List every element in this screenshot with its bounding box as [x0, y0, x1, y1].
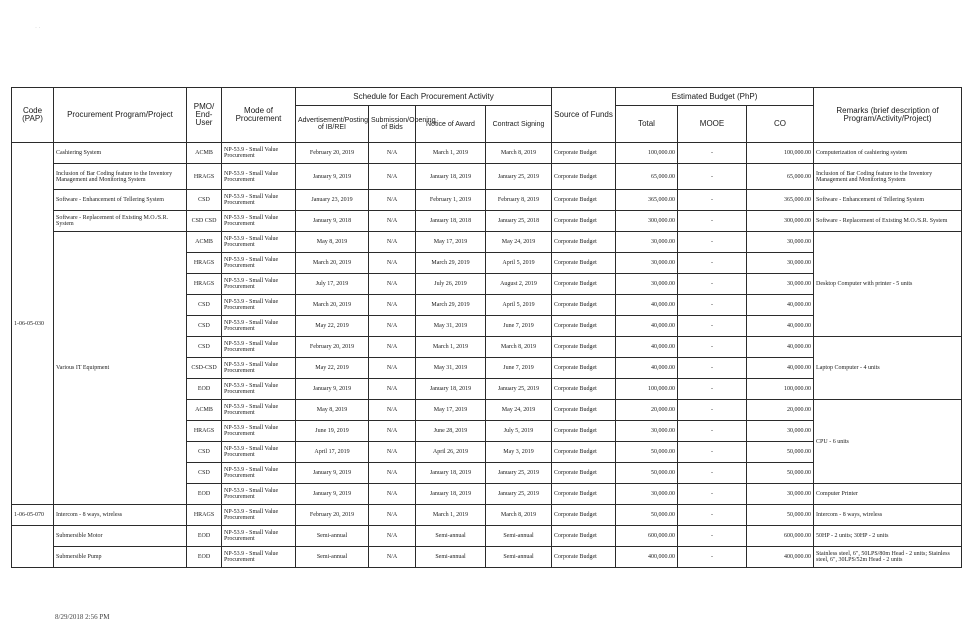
- adv-cell: May 8, 2019: [296, 400, 369, 421]
- table-row: [12, 232, 962, 253]
- adv-cell: July 17, 2019: [296, 274, 369, 295]
- contract-cell: March 8, 2019: [486, 143, 552, 164]
- header-budget: Estimated Budget (PhP): [616, 88, 814, 106]
- remarks-cell: Laptop Computer - 4 units: [814, 337, 962, 400]
- mooe-cell: -: [678, 421, 747, 442]
- scan-mark: · ·: [35, 25, 41, 31]
- sub-cell: N/A: [369, 274, 416, 295]
- program-cell: Various IT Equipment: [54, 232, 187, 505]
- source-cell: Corporate Budget: [552, 253, 616, 274]
- source-cell: Corporate Budget: [552, 337, 616, 358]
- adv-cell: Semi-annual: [296, 547, 369, 568]
- adv-cell: January 9, 2019: [296, 379, 369, 400]
- contract-cell: January 25, 2018: [486, 211, 552, 232]
- procurement-plan-table: [11, 87, 962, 568]
- table-row: [12, 547, 962, 568]
- header-schedule: Schedule for Each Procurement Activity: [296, 88, 552, 106]
- contract-cell: Semi-annual: [486, 547, 552, 568]
- adv-cell: May 22, 2019: [296, 358, 369, 379]
- source-cell: Corporate Budget: [552, 274, 616, 295]
- mooe-cell: -: [678, 442, 747, 463]
- mooe-cell: -: [678, 463, 747, 484]
- adv-cell: March 20, 2019: [296, 253, 369, 274]
- adv-cell: May 8, 2019: [296, 232, 369, 253]
- mooe-cell: -: [678, 253, 747, 274]
- source-cell: Corporate Budget: [552, 421, 616, 442]
- mode-cell: NP-53.9 - Small Value Procurement: [222, 400, 296, 421]
- program-cell: Inclusion of Bar Coding feature to the Inventory Management and Monitoring System: [54, 164, 187, 190]
- table-row: [12, 526, 962, 547]
- mooe-cell: -: [678, 379, 747, 400]
- table-row: [12, 143, 962, 164]
- adv-cell: April 17, 2019: [296, 442, 369, 463]
- adv-cell: January 23, 2019: [296, 190, 369, 211]
- contract-cell: January 25, 2019: [486, 164, 552, 190]
- mooe-cell: -: [678, 143, 747, 164]
- pmo-cell: HRAGS: [187, 421, 222, 442]
- pmo-cell: EOD: [187, 526, 222, 547]
- total-cell: 20,000.00: [616, 400, 678, 421]
- sub-cell: N/A: [369, 526, 416, 547]
- sub-cell: N/A: [369, 164, 416, 190]
- noa-cell: June 28, 2019: [416, 421, 486, 442]
- co-cell: 30,000.00: [747, 421, 814, 442]
- contract-cell: Semi-annual: [486, 526, 552, 547]
- co-cell: 40,000.00: [747, 295, 814, 316]
- noa-cell: January 18, 2019: [416, 379, 486, 400]
- noa-cell: July 26, 2019: [416, 274, 486, 295]
- sub-cell: N/A: [369, 337, 416, 358]
- pmo-cell: CSD CSD: [187, 211, 222, 232]
- pmo-cell: HRAGS: [187, 164, 222, 190]
- co-cell: 300,000.00: [747, 211, 814, 232]
- pmo-cell: HRAGS: [187, 253, 222, 274]
- mooe-cell: -: [678, 400, 747, 421]
- adv-cell: March 20, 2019: [296, 295, 369, 316]
- header-sub: Submission/Opening of Bids: [369, 106, 416, 143]
- mode-cell: NP-53.9 - Small Value Procurement: [222, 232, 296, 253]
- mode-cell: NP-53.9 - Small Value Procurement: [222, 463, 296, 484]
- sub-cell: N/A: [369, 143, 416, 164]
- remarks-cell: Software - Replacement of Existing M.O./S.R. System: [814, 211, 962, 232]
- code-cell: 1-06-05-070: [12, 505, 54, 526]
- noa-cell: May 31, 2019: [416, 316, 486, 337]
- total-cell: 50,000.00: [616, 463, 678, 484]
- pmo-cell: EOD: [187, 379, 222, 400]
- contract-cell: February 8, 2019: [486, 190, 552, 211]
- program-cell: Submersible Motor: [54, 526, 187, 547]
- source-cell: Corporate Budget: [552, 232, 616, 253]
- pmo-cell: CSD: [187, 442, 222, 463]
- contract-cell: May 24, 2019: [486, 400, 552, 421]
- total-cell: 30,000.00: [616, 232, 678, 253]
- mode-cell: NP-53.9 - Small Value Procurement: [222, 316, 296, 337]
- program-cell: Software - Enhancement of Tellering System: [54, 190, 187, 211]
- total-cell: 30,000.00: [616, 253, 678, 274]
- mode-cell: NP-53.9 - Small Value Procurement: [222, 379, 296, 400]
- sub-cell: N/A: [369, 211, 416, 232]
- mooe-cell: -: [678, 274, 747, 295]
- adv-cell: June 19, 2019: [296, 421, 369, 442]
- total-cell: 40,000.00: [616, 337, 678, 358]
- mooe-cell: -: [678, 211, 747, 232]
- remarks-cell: 50HP - 2 units; 30HP - 2 units: [814, 526, 962, 547]
- code-cell-empty: [12, 526, 54, 568]
- co-cell: 50,000.00: [747, 442, 814, 463]
- program-cell: Submersible Pump: [54, 547, 187, 568]
- contract-cell: June 7, 2019: [486, 358, 552, 379]
- sub-cell: N/A: [369, 232, 416, 253]
- mooe-cell: -: [678, 526, 747, 547]
- remarks-cell: Computerization of cashiering system: [814, 143, 962, 164]
- remarks-cell: Software - Enhancement of Tellering System: [814, 190, 962, 211]
- co-cell: 30,000.00: [747, 253, 814, 274]
- co-cell: 30,000.00: [747, 232, 814, 253]
- header-pmo: PMO/ End-User: [187, 88, 222, 143]
- sub-cell: N/A: [369, 484, 416, 505]
- mode-cell: NP-53.9 - Small Value Procurement: [222, 253, 296, 274]
- sub-cell: N/A: [369, 253, 416, 274]
- total-cell: 50,000.00: [616, 505, 678, 526]
- contract-cell: May 3, 2019: [486, 442, 552, 463]
- sub-cell: N/A: [369, 295, 416, 316]
- program-cell: Cashiering System: [54, 143, 187, 164]
- co-cell: 600,000.00: [747, 526, 814, 547]
- source-cell: Corporate Budget: [552, 358, 616, 379]
- pmo-cell: CSD: [187, 316, 222, 337]
- mode-cell: NP-53.9 - Small Value Procurement: [222, 484, 296, 505]
- co-cell: 100,000.00: [747, 379, 814, 400]
- program-cell: Intercom - 8 ways, wireless: [54, 505, 187, 526]
- sub-cell: N/A: [369, 442, 416, 463]
- total-cell: 65,000.00: [616, 164, 678, 190]
- sub-cell: N/A: [369, 505, 416, 526]
- header-code: Code (PAP): [12, 88, 54, 143]
- co-cell: 40,000.00: [747, 316, 814, 337]
- noa-cell: April 26, 2019: [416, 442, 486, 463]
- remarks-cell: Stainless steel, 6", 50LPS/80m Head - 2 units; Stainless steel, 6", 30LPS/52m Head - 2 units: [814, 547, 962, 568]
- adv-cell: Semi-annual: [296, 526, 369, 547]
- sub-cell: N/A: [369, 379, 416, 400]
- total-cell: 100,000.00: [616, 143, 678, 164]
- noa-cell: March 1, 2019: [416, 143, 486, 164]
- contract-cell: August 2, 2019: [486, 274, 552, 295]
- sub-cell: N/A: [369, 421, 416, 442]
- pmo-cell: CSD: [187, 295, 222, 316]
- sub-cell: N/A: [369, 400, 416, 421]
- contract-cell: January 25, 2019: [486, 484, 552, 505]
- code-cell: 1-06-05-030: [12, 143, 54, 505]
- adv-cell: February 20, 2019: [296, 143, 369, 164]
- co-cell: 65,000.00: [747, 164, 814, 190]
- program-cell: Software - Replacement of Existing M.O./S.R. System: [54, 211, 187, 232]
- co-cell: 100,000.00: [747, 143, 814, 164]
- source-cell: Corporate Budget: [552, 190, 616, 211]
- total-cell: 600,000.00: [616, 526, 678, 547]
- source-cell: Corporate Budget: [552, 547, 616, 568]
- source-cell: Corporate Budget: [552, 316, 616, 337]
- contract-cell: July 5, 2019: [486, 421, 552, 442]
- mode-cell: NP-53.9 - Small Value Procurement: [222, 505, 296, 526]
- co-cell: 30,000.00: [747, 274, 814, 295]
- remarks-cell: Inclusion of Bar Coding feature to the Inventory Management and Monitoring System: [814, 164, 962, 190]
- total-cell: 30,000.00: [616, 421, 678, 442]
- header-contract: Contract Signing: [486, 106, 552, 143]
- total-cell: 40,000.00: [616, 295, 678, 316]
- noa-cell: February 1, 2019: [416, 190, 486, 211]
- remarks-cell: Computer Printer: [814, 484, 962, 505]
- total-cell: 50,000.00: [616, 442, 678, 463]
- mode-cell: NP-53.9 - Small Value Procurement: [222, 337, 296, 358]
- source-cell: Corporate Budget: [552, 164, 616, 190]
- mooe-cell: -: [678, 190, 747, 211]
- sub-cell: N/A: [369, 358, 416, 379]
- adv-cell: January 9, 2019: [296, 164, 369, 190]
- co-cell: 40,000.00: [747, 337, 814, 358]
- source-cell: Corporate Budget: [552, 484, 616, 505]
- pmo-cell: CSD: [187, 337, 222, 358]
- mooe-cell: -: [678, 358, 747, 379]
- header-adv: Advertisement/Posting of IB/REI: [296, 106, 369, 143]
- contract-cell: March 8, 2019: [486, 505, 552, 526]
- header-remarks: Remarks (brief description of Program/Activity/Project): [814, 88, 962, 143]
- table-row: [12, 505, 962, 526]
- co-cell: 365,000.00: [747, 190, 814, 211]
- remarks-cell: CPU - 6 units: [814, 400, 962, 484]
- mooe-cell: -: [678, 295, 747, 316]
- co-cell: 50,000.00: [747, 463, 814, 484]
- mooe-cell: -: [678, 484, 747, 505]
- header-total: Total: [616, 106, 678, 143]
- contract-cell: June 7, 2019: [486, 316, 552, 337]
- pmo-cell: EOD: [187, 484, 222, 505]
- noa-cell: May 17, 2019: [416, 232, 486, 253]
- contract-cell: March 8, 2019: [486, 337, 552, 358]
- mode-cell: NP-53.9 - Small Value Procurement: [222, 274, 296, 295]
- total-cell: 40,000.00: [616, 316, 678, 337]
- total-cell: 30,000.00: [616, 484, 678, 505]
- total-cell: 40,000.00: [616, 358, 678, 379]
- noa-cell: March 29, 2019: [416, 295, 486, 316]
- noa-cell: January 18, 2019: [416, 164, 486, 190]
- adv-cell: February 20, 2019: [296, 337, 369, 358]
- adv-cell: January 9, 2018: [296, 211, 369, 232]
- mode-cell: NP-53.9 - Small Value Procurement: [222, 164, 296, 190]
- mode-cell: NP-53.9 - Small Value Procurement: [222, 211, 296, 232]
- pmo-cell: HRAGS: [187, 274, 222, 295]
- noa-cell: January 18, 2019: [416, 463, 486, 484]
- source-cell: Corporate Budget: [552, 463, 616, 484]
- noa-cell: March 29, 2019: [416, 253, 486, 274]
- header-noa: Notice of Award: [416, 106, 486, 143]
- mooe-cell: -: [678, 164, 747, 190]
- source-cell: Corporate Budget: [552, 295, 616, 316]
- pmo-cell: CSD: [187, 190, 222, 211]
- mode-cell: NP-53.9 - Small Value Procurement: [222, 421, 296, 442]
- noa-cell: March 1, 2019: [416, 505, 486, 526]
- source-cell: Corporate Budget: [552, 143, 616, 164]
- source-cell: Corporate Budget: [552, 442, 616, 463]
- noa-cell: May 31, 2019: [416, 358, 486, 379]
- total-cell: 365,000.00: [616, 190, 678, 211]
- total-cell: 100,000.00: [616, 379, 678, 400]
- noa-cell: Semi-annual: [416, 547, 486, 568]
- mode-cell: NP-53.9 - Small Value Procurement: [222, 526, 296, 547]
- adv-cell: January 9, 2019: [296, 484, 369, 505]
- remarks-cell: Desktop Computer with printer - 5 units: [814, 232, 962, 337]
- header-source: Source of Funds: [552, 88, 616, 143]
- adv-cell: February 20, 2019: [296, 505, 369, 526]
- contract-cell: January 25, 2019: [486, 463, 552, 484]
- contract-cell: April 5, 2019: [486, 253, 552, 274]
- co-cell: 50,000.00: [747, 505, 814, 526]
- sub-cell: N/A: [369, 316, 416, 337]
- table-row: [12, 190, 962, 211]
- source-cell: Corporate Budget: [552, 379, 616, 400]
- total-cell: 400,000.00: [616, 547, 678, 568]
- pmo-cell: CSD-CSD: [187, 358, 222, 379]
- mooe-cell: -: [678, 337, 747, 358]
- sub-cell: N/A: [369, 190, 416, 211]
- pmo-cell: CSD: [187, 463, 222, 484]
- noa-cell: Semi-annual: [416, 526, 486, 547]
- source-cell: Corporate Budget: [552, 505, 616, 526]
- pmo-cell: ACMB: [187, 232, 222, 253]
- pmo-cell: EOD: [187, 547, 222, 568]
- contract-cell: January 25, 2019: [486, 379, 552, 400]
- contract-cell: May 24, 2019: [486, 232, 552, 253]
- source-cell: Corporate Budget: [552, 526, 616, 547]
- table-row: [12, 164, 962, 190]
- source-cell: Corporate Budget: [552, 400, 616, 421]
- noa-cell: March 1, 2019: [416, 337, 486, 358]
- sub-cell: N/A: [369, 547, 416, 568]
- header-program: Procurement Program/Project: [54, 88, 187, 143]
- mode-cell: NP-53.9 - Small Value Procurement: [222, 358, 296, 379]
- mode-cell: NP-53.9 - Small Value Procurement: [222, 295, 296, 316]
- header-mode: Mode of Procurement: [222, 88, 296, 143]
- sub-cell: N/A: [369, 463, 416, 484]
- mooe-cell: -: [678, 232, 747, 253]
- co-cell: 30,000.00: [747, 484, 814, 505]
- mode-cell: NP-53.9 - Small Value Procurement: [222, 190, 296, 211]
- mooe-cell: -: [678, 547, 747, 568]
- co-cell: 20,000.00: [747, 400, 814, 421]
- noa-cell: May 17, 2019: [416, 400, 486, 421]
- table-row: [12, 211, 962, 232]
- remarks-cell: Intercom - 8 ways, wireless: [814, 505, 962, 526]
- total-cell: 30,000.00: [616, 274, 678, 295]
- contract-cell: April 5, 2019: [486, 295, 552, 316]
- noa-cell: January 18, 2018: [416, 211, 486, 232]
- header-mooe: MOOE: [678, 106, 747, 143]
- mooe-cell: -: [678, 505, 747, 526]
- co-cell: 40,000.00: [747, 358, 814, 379]
- pmo-cell: ACMB: [187, 143, 222, 164]
- co-cell: 400,000.00: [747, 547, 814, 568]
- adv-cell: January 9, 2019: [296, 463, 369, 484]
- print-timestamp: 8/29/2018 2:56 PM: [55, 613, 110, 621]
- mode-cell: NP-53.9 - Small Value Procurement: [222, 547, 296, 568]
- source-cell: Corporate Budget: [552, 211, 616, 232]
- mode-cell: NP-53.9 - Small Value Procurement: [222, 442, 296, 463]
- pmo-cell: HRAGS: [187, 505, 222, 526]
- adv-cell: May 22, 2019: [296, 316, 369, 337]
- header-co: CO: [747, 106, 814, 143]
- noa-cell: January 18, 2019: [416, 484, 486, 505]
- mode-cell: NP-53.9 - Small Value Procurement: [222, 143, 296, 164]
- mooe-cell: -: [678, 316, 747, 337]
- pmo-cell: ACMB: [187, 400, 222, 421]
- total-cell: 300,000.00: [616, 211, 678, 232]
